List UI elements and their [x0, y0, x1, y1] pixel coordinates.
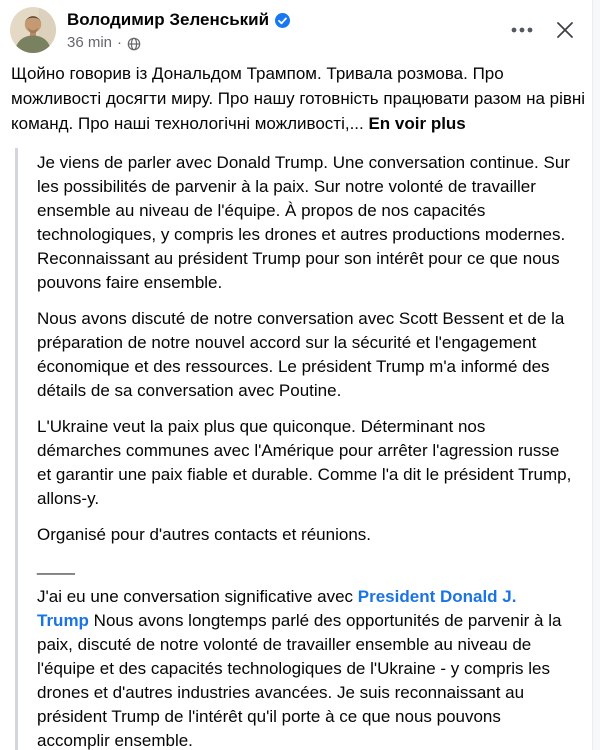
original-text: Щойно говорив із Дональдом Трампом. Тривала розмова. Про можливості досягти миру. Про нашу готовність працювати разом на рівні команд. Про наші технологічні можливості,...: [11, 64, 586, 133]
more-options-button[interactable]: [508, 25, 536, 35]
author-name[interactable]: Володимир Зеленський: [67, 10, 270, 29]
divider-line: ____: [37, 556, 75, 575]
translation-paragraph: Je viens de parler avec Donald Trump. Une conversation continue. Sur les possibilités de parvenir à la paix. Sur notre volonté de travailler ensemble au niveau de l'équipe. À propos de nos capacités technologiques, y compris les drones et autres productions modernes. Reconnaissant au président Trump pour son intérêt pour ce que nous pouvons faire ensemble.: [37, 153, 570, 292]
translation-paragraph: Nous avons discuté de notre conversation avec Scott Bessent et de la préparation de notre nouvel accord sur la sécurité et l'engagement économique et des ressources. Le président Trump m'a informé des détails de sa conversation avec Poutine.: [37, 309, 565, 400]
close-icon: [554, 19, 576, 41]
timestamp[interactable]: 36 min: [67, 34, 113, 51]
translation-paragraph: L'Ukraine veut la paix plus que quiconque. Déterminant nos démarches communes avec l'Amérique pour arrêter l'agression russe et garantir une paix fiable et durable. Comme l'a dit le président Trump, allons-y.: [37, 417, 572, 508]
final-text-after: Nous avons longtemps parlé des opportunités de parvenir à la paix, discuté de notre volonté de travailler ensemble au niveau de l'équipe et des capacités technologiques de l'Ukraine - y compris les drones et d'autres industries avancées. Je suis reconnaissant au président Trump de l'intérêt qu'il porte à ce que nous pouvons accomplir ensemble.: [37, 611, 562, 750]
header-controls: [508, 17, 578, 43]
trump-mention-link[interactable]: President Donald J. Trump: [37, 587, 517, 630]
see-more-link[interactable]: En voir plus: [368, 114, 466, 133]
scrollbar[interactable]: [592, 0, 600, 750]
verified-badge-icon: [275, 13, 290, 28]
final-text-before: J'ai eu une conversation significative avec: [37, 587, 358, 606]
ellipsis-icon: [510, 27, 534, 33]
translation-paragraph-final: [37, 585, 572, 750]
translation-paragraph: Organisé pour d'autres contacts et réunions.: [37, 525, 371, 544]
translation-quote-block: [15, 148, 584, 750]
post-original-text: [0, 55, 600, 136]
close-button[interactable]: [552, 17, 578, 43]
timestamp-separator: ·: [117, 34, 123, 51]
avatar-image: [10, 7, 56, 53]
post-header: [0, 0, 600, 55]
avatar[interactable]: [10, 7, 56, 53]
globe-icon: [127, 37, 141, 51]
post-meta: [67, 5, 290, 52]
